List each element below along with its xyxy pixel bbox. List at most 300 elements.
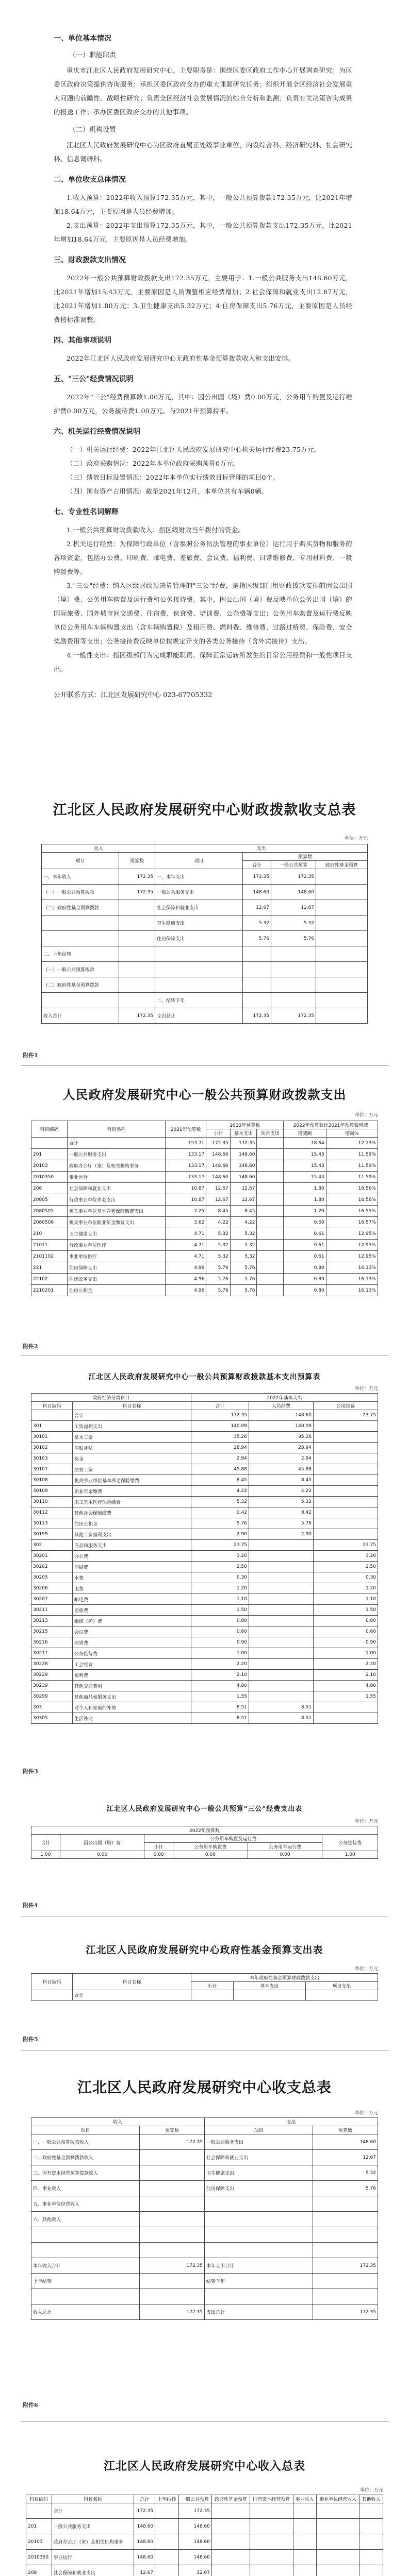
table-cell: 收入总计 [31,2304,140,2320]
table-header: 增减% [326,1129,378,1138]
section-title: 一、单位基本情况 [54,35,111,43]
table-cell [313,1507,378,1518]
table-cell: 5.32 [243,916,271,931]
table-cell [155,962,243,977]
table-cell: 5.32 [191,1497,249,1507]
table-header: 项目 [31,2126,140,2134]
table-cell: 5.76 [191,1518,249,1529]
table-cell: 8.45 [191,1475,249,1486]
attachment-label: 附件5 [23,2036,38,2043]
table-row [31,1626,378,1637]
table-cell: 工资福利支出 [73,1421,191,1432]
table-cell [316,1008,368,1024]
table-header: 基本支出 [230,1129,257,1138]
table-header-row [26,2495,383,2503]
table-cell: 0.30 [191,1572,249,1583]
table-cell: 合计 [73,1410,191,1421]
table-cell: 172.35 [313,2258,378,2274]
budget-table [31,1393,378,1724]
table-cell [257,1285,284,1296]
table-section-1 [0,757,409,1066]
table-header: 预算数 [243,853,368,861]
table-cell: 210 [31,1228,68,1240]
table-row [31,1605,378,1616]
table-cell: 支出总计 [155,1008,243,1024]
table-cell: 5.76 [206,1274,230,1285]
table-cell: 5.76 [206,1285,230,1296]
table-row [31,1421,378,1432]
table-cell: 22102 [31,1274,68,1285]
table-cell: 12.67 [230,1183,257,1194]
table-cell: 30305 [31,1713,73,1724]
table-row [31,1529,378,1540]
table-cell [155,946,243,962]
table-cell [250,2503,293,2519]
table-cell: 一、本年支出 [155,869,243,885]
table-header: 2022年基本支出 [191,1394,378,1402]
table-cell: 卫生健康支出 [155,916,243,931]
table-cell: 208 [31,1183,68,1194]
table-cell: 二、结转下年 [155,993,243,1008]
table-cell: 0.00 [173,1851,248,1859]
table-cell [313,1518,378,1529]
table-cell: 5.76 [230,1274,257,1285]
table-cell: 148.60 [178,2519,211,2534]
table-cell: 30213 [31,1616,73,1626]
table-cell: 148.60 [271,885,316,900]
table-cell: 5.32 [230,1251,257,1262]
table-cell: 30211 [31,1605,73,1616]
table-cell: 148.60 [249,1410,313,1421]
table-header: 上年结转 [155,2495,178,2503]
table-cell: 45.88 [191,1464,249,1475]
table-cell: 30228 [31,1659,73,1670]
table-cell: 一般公共服务支出 [205,2134,313,2150]
section-subtitle: （一）职能职责 [69,52,117,59]
table-cell: 8.51 [191,1713,249,1724]
paragraph: 2022年"三公"经费预算数1.00万元，其中：因公出国（境）费0.00万元，公务用车购置及运行维护费0.00万元，公务接待费1.00万元。与2021年预算持平。 [54,393,352,415]
table-cell: 5.76 [249,1518,313,1529]
table-cell [359,2565,383,2576]
table-cell: 5.76 [313,2181,378,2196]
table-cell: 支出总计 [205,2304,313,2320]
table-cell [271,946,316,962]
table-cell: 15.43 [284,1172,326,1183]
table-cell: 3.62 [166,1217,206,1228]
table-cell: 2.94 [249,1453,313,1464]
table-row [42,869,368,885]
table-cell: 16.13% [326,1262,378,1274]
table-cell: 社会保障和就业支出 [155,900,243,916]
table-cell: 4.22 [249,1486,313,1497]
table-header: 一般公共预算 [178,2495,211,2503]
table-row [42,1008,368,1024]
table-cell: 5.76 [243,931,271,946]
table-cell: 四、事业收入 [31,2181,140,2196]
table-cell [249,1540,313,1551]
table-cell: 职业年金缴费 [73,1486,191,1497]
table-row [31,1691,378,1702]
table-cell [313,2227,378,2243]
table-cell: 30109 [31,1486,73,1497]
table-cell [316,869,368,885]
table-cell [140,2165,205,2181]
table-row [31,1551,378,1562]
table-cell: 机关事业单位基本养老保险缴费支出 [68,1206,166,1217]
budget-table [26,2495,383,2576]
table-cell: 8.51 [191,1702,249,1713]
paragraph: 江北区人民政府发展研究中心为区政府直属正处级事业单位，内设综合科、经济研究科、社会研究科、信息调研科。 [54,141,352,163]
table-row [31,1464,378,1475]
table-cell [257,1262,284,1274]
table-cell: 3.20 [313,1551,378,1562]
table-body [31,1138,378,1296]
table-cell: 商品和服务支出 [73,1540,191,1551]
table-cell: 4.80 [191,1681,249,1691]
table-cell [31,1410,73,1421]
table-row [31,1432,378,1443]
table-cell: 2080506 [31,1217,68,1228]
table-cell: 30216 [31,1637,73,1648]
table-cell [316,2503,359,2519]
table-row [26,2550,383,2565]
table-cell: 148.60 [230,1149,257,1160]
table-cell: 172.35 [119,1008,155,1024]
table-cell: 2.10 [313,1670,378,1681]
table-cell [212,2565,250,2576]
table-row [31,2243,378,2258]
table-cell: （二）政府性基金预算拨款 [42,977,119,993]
table-cell: 住房保障支出 [68,1262,166,1274]
table-cell: 其他社会保障缴费 [73,1507,191,1518]
table-cell: 7.25 [166,1206,206,1217]
table-cell: 23.75 [313,1410,378,1421]
table-cell: 2.90 [249,1529,313,1540]
table-cell [316,993,368,1008]
table-cell: 1.10 [191,1594,249,1605]
table-row [31,1251,378,1262]
table-cell: 172.35 [230,1138,257,1149]
paragraph: 1.一般公共预算财政拨款收入：指区级财政当年拨付的资金。 [67,526,245,534]
table-cell: 148.60 [206,1160,230,1172]
table-cell: 1.80 [284,1183,326,1194]
table-cell: 12.67 [230,1194,257,1206]
table-header: 收入 [42,844,155,853]
table-cell [212,2534,250,2550]
table-header: 本年政府性基金预算财政拨款支出 [191,1974,378,1982]
table-header: 项目 [205,2126,313,2134]
table-cell [140,2274,205,2289]
table-cell: 其他交通费用 [73,1681,191,1691]
table-cell: 4.71 [166,1228,206,1240]
table-cell [313,2196,378,2212]
divider [21,2421,388,2422]
table-row [42,885,368,900]
table-header: 事业收入 [293,2495,316,2503]
table-cell: 8.51 [249,1713,313,1724]
table-row [31,1410,378,1421]
table-cell [243,977,271,993]
table-cell [212,2550,250,2565]
table-cell: 12.95% [326,1228,378,1240]
table-cell: 0.80 [284,1285,326,1296]
table-header: 事业单位经营收入 [316,2495,359,2503]
paragraph: 3."三公"经费：纳入区级财政预决算管理的"三公"经费，是指区级部门用财政拨款安排的因公出国（境）费、公务用车购置及运行费和公务接待费。其中，因公出国（境）费反映单位公务出国（境）的国际旅费、国外城市间交通费、住宿费、伙食费、培训费、公杂费等支出；公务用车购置及运行费反映单位公务用车车辆购置支出（含车辆购置税）及租用费、燃料费、维修费、过路过桥费、保险费、安全奖励费用等支出；公务接待费反映单位按规定开支的各类公务接待（含外宾接待）支出。 [54,582,352,645]
unit-label: 单位：万元 [354,1113,378,1118]
unit-label: 单位：万元 [344,836,368,841]
table-cell [140,2289,205,2304]
table-cell: 卫生健康支出 [68,1228,166,1240]
table-cell: 1.80 [284,1194,326,1206]
table-cell: 卫生健康支出 [205,2165,313,2181]
table-cell: 0.80 [284,1274,326,1285]
table-cell: 303 [31,1702,73,1713]
table-row [31,2196,378,2212]
table-cell: 事业单位医疗 [68,1251,166,1262]
table-cell: 职工基本医疗保险缴费 [73,1497,191,1507]
contact-info: 公开联系方式：江北区发展研究中心 023-67705332 [54,691,212,699]
table-cell: 30217 [31,1648,73,1659]
table-cell: 一般公共服务支出 [52,2519,134,2534]
table-header: 政府性基金预算 [212,2495,250,2503]
table-cell: 10.87 [166,1183,206,1194]
table-header: 公务用车购置费 [173,1843,248,1851]
table-cell [140,2243,205,2258]
table-cell: 8.45 [206,1206,230,1217]
table-row [31,1681,378,1691]
table-cell [31,1138,68,1149]
table-cell [257,1240,284,1251]
table-cell: 其他商品和服务支出 [73,1691,191,1702]
paragraph: 1.收入预算：2022年收入预算172.35万元，其中，一般公共预算拨款172.35万元，比2021年增加18.64万元，主要原因是人员经费增加。 [54,194,352,215]
table-cell: 上年结转 [31,2274,140,2289]
table-cell [293,2534,316,2550]
table-cell: 机关事业单位职业年金缴费支出 [68,1217,166,1228]
budget-table [41,844,368,1024]
paragraph: （二）政府采购情况：2022年本单位政府采购预算0万元。 [67,460,240,467]
table-row [42,993,368,1008]
table-cell: 二、政府性基金预算拨款收入 [31,2150,140,2165]
section-title: 四、其他事项说明 [54,336,111,345]
table-cell: 1.55 [191,1691,249,1702]
table-cell [313,1475,378,1486]
table-cell: 2.10 [191,1670,249,1681]
table-cell: 一般公共服务支出 [68,1149,166,1160]
table-cell: 2010350 [26,2550,52,2565]
table-cell: 政府办公厅（室）及相关机构事务 [68,1160,166,1172]
table-cell [249,1572,313,1583]
table-cell [316,900,368,916]
table-cell [293,2550,316,2565]
table-cell: 0.61 [284,1228,326,1240]
table-cell: 20805 [31,1194,68,1206]
table-cell [140,2150,205,2165]
table-cell: 1.00 [191,1648,249,1659]
table-cell: 1.00 [313,1648,378,1659]
section-title: 七、专业性名词解释 [54,508,119,516]
table-cell: 0.00 [248,1851,322,1859]
table-cell: 201 [26,2519,52,2534]
table-cell: 4.96 [166,1285,206,1296]
table-cell: 23.75 [313,1540,378,1551]
table-cell: 事业运行 [68,1172,166,1183]
table-cell: 办公费 [73,1551,191,1562]
table-cell: 11.59% [326,1160,378,1172]
table-cell [359,2503,383,2519]
table-cell: 机关事业单位基本养老保险缴费 [73,1475,191,1486]
paragraph: 2022年江北区人民政府发展研究中心无政府性基金预算拨款收入和支出安排。 [67,354,295,362]
table-cell [271,977,316,993]
table-cell: 172.35 [140,2134,205,2150]
table-cell: 1.20 [191,1583,249,1594]
table-cell [316,2519,359,2534]
table-cell [293,2519,316,2534]
table-cell [140,2196,205,2212]
table-cell: 30206 [31,1583,73,1594]
table-cell [316,2565,359,2576]
table-cell: 4.22 [191,1486,249,1497]
section-title: 三、财政拨款支出情况 [54,256,126,264]
table-cell [359,2519,383,2534]
table-cell: 福利费 [73,1670,191,1681]
table-header: 科目编码 [26,2495,52,2503]
table-row [42,931,368,946]
table-cell [119,977,155,993]
table-cell: 172.35 [140,2304,205,2320]
table-cell: 1.55 [313,1691,378,1702]
table-cell [31,2289,140,2304]
table-cell: 148.60 [178,2534,211,2550]
table-row [31,1149,378,1160]
table-cell: 4.96 [166,1262,206,1274]
table-header: 公务用车运行费 [248,1843,322,1851]
table-cell: 工会经费 [73,1659,191,1670]
table-row [31,1183,378,1194]
table-cell: 津贴补贴 [73,1443,191,1453]
table-cell [305,1990,378,2001]
attachment-label: 附件2 [23,1343,38,1350]
table-cell: 302 [31,1540,73,1551]
table-cell: 生活补助 [73,1713,191,1724]
budget-table [31,1121,378,1296]
table-cell: 21011 [31,1240,68,1251]
table-cell [249,1594,313,1605]
table-cell: 本年支出合计 [205,2258,313,2274]
table-body [31,2134,378,2320]
table-cell [257,1149,284,1160]
table-row [31,2274,378,2289]
table-title: 江北区人民政府发展研究中心一般公共预算财政拨款基本支出预算表 [88,1373,321,1381]
table-cell [257,1160,284,1172]
table-cell: 0.00 [60,1851,144,1859]
table-cell [313,1453,378,1464]
table-cell: 16.56% [326,1183,378,1194]
table-cell: 一、一般公共预算拨款收入 [31,2134,140,2150]
table-cell [140,2212,205,2227]
table-row [26,2503,383,2519]
table-cell: 绩效工资 [73,1464,191,1475]
table-header: 公用经费 [313,1402,378,1410]
table-cell: 2.20 [191,1659,249,1670]
table-cell: 2010350 [31,1172,68,1183]
table-cell: 1.00 [31,1851,60,1859]
table-cell: 2.94 [191,1453,249,1464]
table-row [31,1443,378,1453]
paragraph: （三）绩效目标设置情况：2022年本单位实行绩效目标管理的项目0个。 [67,473,280,481]
table-cell: 30103 [31,1453,73,1464]
table-cell: 148.60 [230,1172,257,1183]
table-cell [257,1172,284,1183]
table-cell: 16.55% [326,1206,378,1217]
table-row [31,1540,378,1551]
table-cell [155,977,243,993]
table-cell: 1.20 [313,1583,378,1594]
table-row [31,1160,378,1172]
table-header: 预算数 [140,2126,205,2134]
table-cell [249,1626,313,1637]
table-cell: 0.90 [313,1637,378,1648]
table-cell: 4.22 [206,1217,230,1228]
table-cell [140,2227,205,2243]
table-cell: 30239 [31,1681,73,1691]
table-cell: 4.96 [166,1274,206,1285]
unit-label: 单位：万元 [354,2111,378,2116]
table-row [31,2165,378,2181]
table-cell: 水费 [73,1572,191,1583]
section-title: 六、机关运行经费情况说明 [54,428,140,436]
table-cell [42,916,119,931]
table-cell: 0.61 [284,1251,326,1262]
table-cell [313,1497,378,1507]
budget-table [31,1826,378,1859]
table-cell [249,1616,313,1626]
table-cell [249,1670,313,1681]
table-cell: 住房保障支出 [205,2181,313,2196]
budget-table [31,2117,378,2320]
table-cell [205,2196,313,2212]
budget-explanation-text [0,0,409,734]
table-cell: 一、本年收入 [42,869,119,885]
table-row [31,1217,378,1228]
table-cell [257,1217,284,1228]
table-section-2 [0,1069,409,1358]
table-cell: 148.60 [243,885,271,900]
table-cell: 301 [31,1421,73,1432]
table-cell [293,2503,316,2519]
table-row [42,946,368,962]
table-title: 江北区人民政府发展研究中心收入总表 [103,2460,305,2473]
table-row [31,1659,378,1670]
table-cell: 172.35 [134,2503,155,2519]
table-cell [205,2243,313,2258]
table-row [31,1206,378,1217]
table-cell: 30215 [31,1626,73,1637]
table-cell: 172.35 [243,1008,271,1024]
table-cell [271,993,316,1008]
table-cell [205,2289,313,2304]
table-header: 2022年预算数比2021年预算数增减 [284,1121,378,1129]
table-cell: 172.35 [119,869,155,885]
table-cell: 23.75 [191,1540,249,1551]
table-cell: 12.67 [206,1194,230,1206]
table-cell [257,1228,284,1240]
table-cell: 5.32 [313,2165,378,2181]
table-cell: 0.90 [191,1637,249,1648]
table-header: 公务接待费 [322,1835,378,1851]
table-cell: 172.35 [206,1138,230,1149]
table-cell: 五、事业单位经营收入 [31,2196,140,2212]
table-cell: 差旅费 [73,1605,191,1616]
